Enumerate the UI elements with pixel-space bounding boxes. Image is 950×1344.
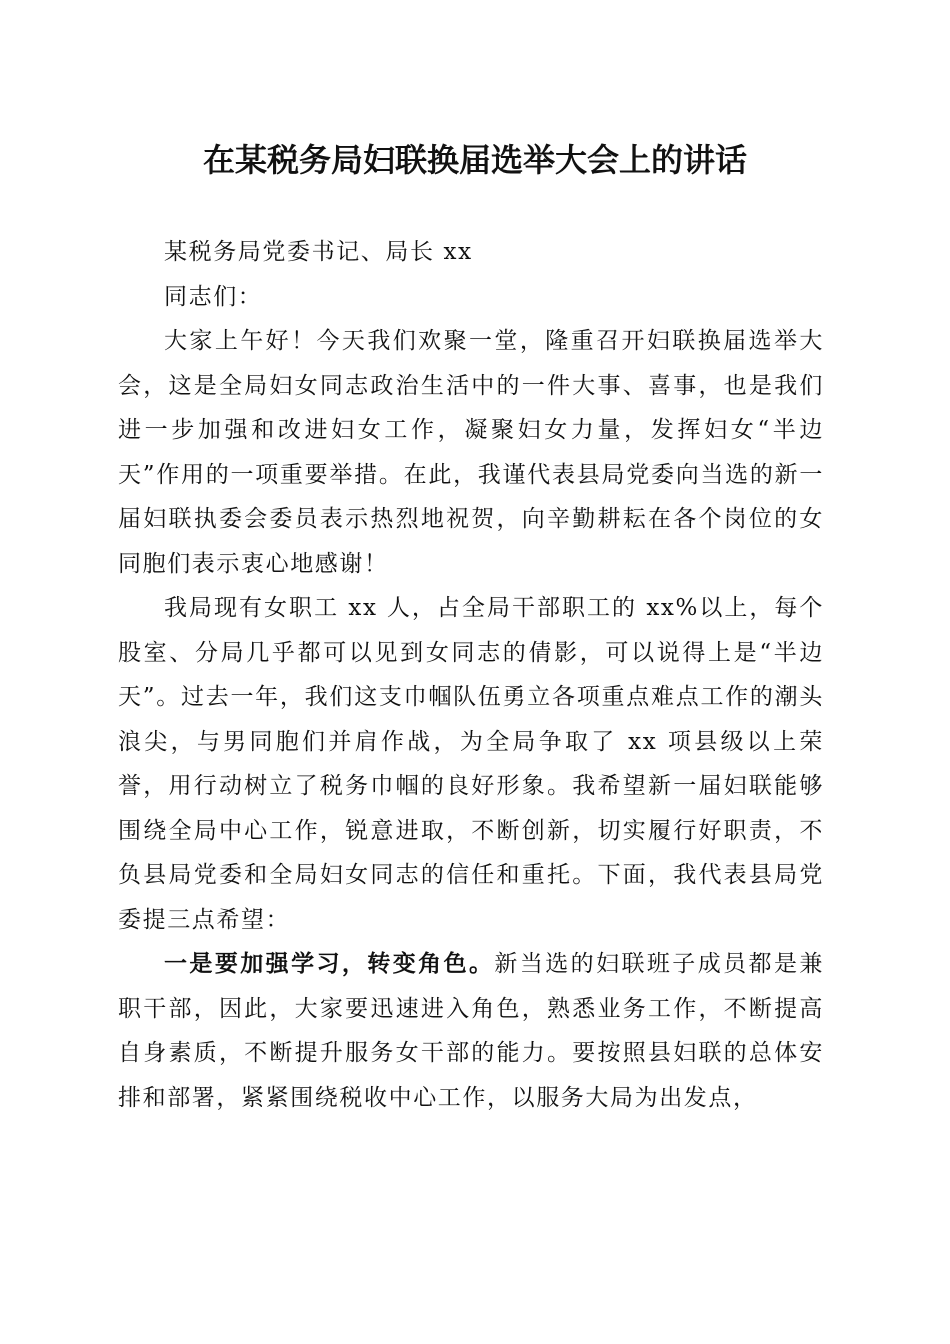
paragraph-3-lead: 一是要加强学习，转变角色。 — [164, 950, 495, 977]
salutation: 同志们： — [164, 283, 263, 310]
paragraph-2-text: 我局现有女职工 xx 人，占全局干部职工的 xx%以上，每个股室、分局几乎都可以见到女同志的倩影，可以说得上是“半边天”。过去一年，我们这支巾帼队伍勇立各项重点难点工作的潮头浪尖，与男同胞们并肩作战，为全局争取了 xx 项县级以上荣誉，用行动树立了税务巾帼的良好形象。我希望新一届妇联能够围绕全局中心工作，锐意进取，不断创新，切实履行好职责，不负县局党委和全局妇女同志的信任和重托。下面，我代表县局党委提三点希望： — [118, 595, 824, 933]
paragraph-3-text: 新当选的妇联班子成员都是兼职干部，因此，大家要迅速进入角色，熟悉业务工作，不断提高自身素质，不断提升服务女干部的能力。要按照县妇联的总体安排和部署，紧紧围绕税收中心工作，以服务大局为出发点， — [118, 951, 824, 1111]
paragraph-2 — [118, 586, 824, 942]
paragraph-1 — [118, 319, 824, 586]
paragraph-3 — [118, 942, 824, 1120]
speaker-line: 某税务局党委书记、局长 xx — [164, 239, 473, 265]
document-body — [118, 230, 824, 1120]
document-title: 在某税务局妇联换届选举大会上的讲话 — [202, 141, 747, 179]
paragraph-1-text: 大家上午好！今天我们欢聚一堂，隆重召开妇联换届选举大会，这是全局妇女同志政治生活中的一件大事、喜事，也是我们进一步加强和改进妇女工作，凝聚妇女力量，发挥妇女“半边天”作用的一项重要举措。在此，我谨代表县局党委向当选的新一届妇联执委会委员表示热烈地祝贺，向辛勤耕耘在各个岗位的女同胞们表示衷心地感谢！ — [118, 328, 824, 577]
